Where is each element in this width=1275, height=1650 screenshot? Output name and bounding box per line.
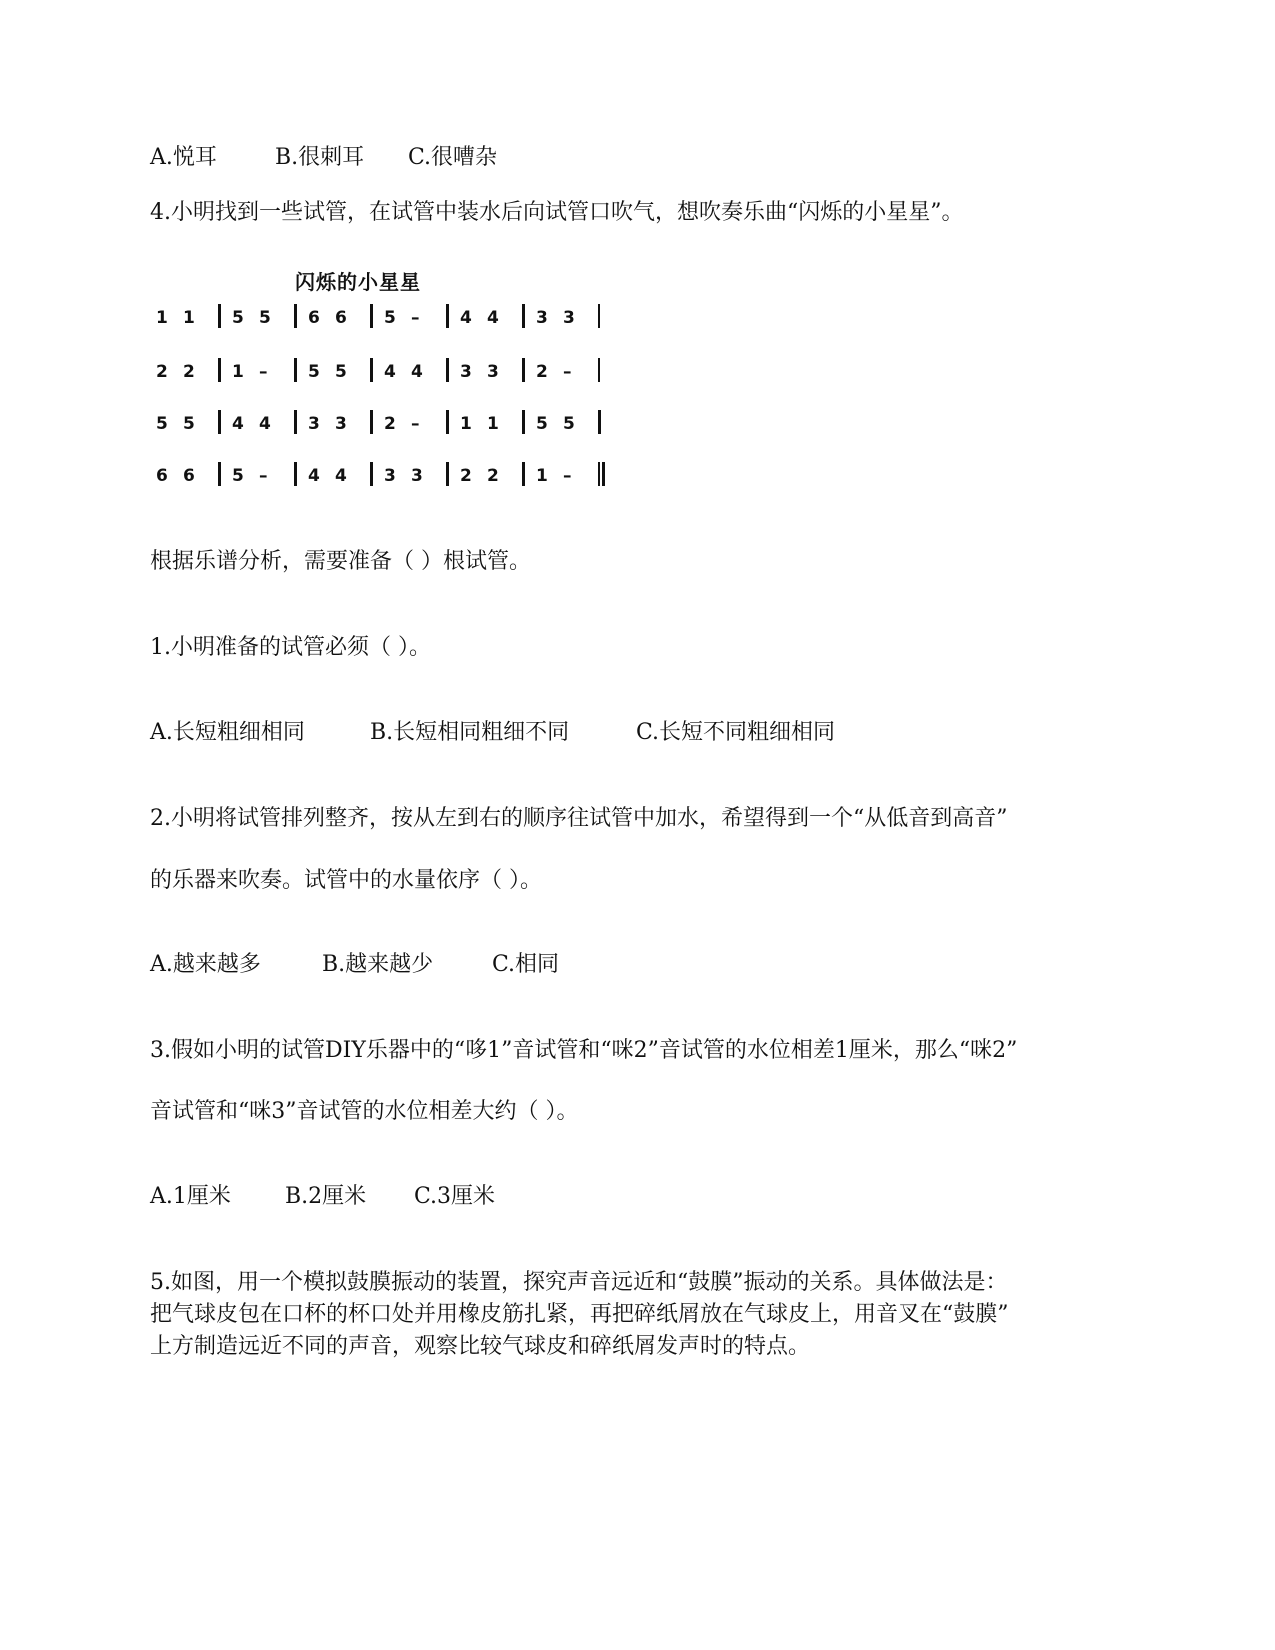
q4-sub1-options — [150, 718, 835, 748]
q4-sub2-option-a: A.越来越多 — [150, 952, 261, 977]
barline — [218, 410, 221, 434]
q3-option-c: C.很嘈杂 — [408, 145, 498, 170]
score-note: 6 — [335, 308, 347, 328]
q4-sub1-option-c: C.长短不同粗细相同 — [636, 720, 836, 745]
score-note: 1 — [460, 414, 472, 434]
q4-sub2-options — [150, 950, 559, 980]
score-note: 3 — [536, 308, 548, 328]
score-note: 4 — [460, 308, 472, 328]
score-row-4 — [150, 462, 620, 492]
barline — [370, 304, 373, 328]
music-score — [150, 258, 620, 513]
q4-sub2-option-b: B.越来越少 — [322, 952, 434, 977]
score-note: 5 — [156, 414, 168, 434]
score-note: 3 — [335, 414, 347, 434]
hold-dash: – — [259, 466, 268, 486]
q4-intro: 4.小明找到一些试管，在试管中装水后向试管口吹气，想吹奏乐曲“闪烁的小星星”。 — [150, 200, 964, 225]
score-note: 5 — [232, 308, 244, 328]
score-row-3 — [150, 410, 620, 440]
barline — [446, 462, 449, 486]
score-note: 6 — [308, 308, 320, 328]
final-barline — [602, 462, 605, 486]
score-note: 1 — [487, 414, 499, 434]
barline — [446, 358, 449, 382]
score-note: 5 — [308, 362, 320, 382]
score-note: 1 — [232, 362, 244, 382]
barline — [522, 410, 525, 434]
barline — [446, 304, 449, 328]
q3-option-a: A.悦耳 — [150, 145, 217, 170]
score-note: 6 — [183, 466, 195, 486]
score-note: 4 — [384, 362, 396, 382]
score-note: 4 — [411, 362, 423, 382]
score-note: 3 — [460, 362, 472, 382]
q4-sub3-option-a: A.1厘米 — [150, 1184, 231, 1209]
q3-options — [150, 143, 497, 173]
score-note: 5 — [563, 414, 575, 434]
barline — [294, 304, 297, 328]
score-note: 5 — [536, 414, 548, 434]
q5-line3: 上方制造远近不同的声音，观察比较气球皮和碎纸屑发声时的特点。 — [150, 1334, 811, 1359]
score-note: 2 — [156, 362, 168, 382]
score-note: 4 — [487, 308, 499, 328]
q4-sub1-option-b: B.长短相同粗细不同 — [370, 720, 570, 745]
score-note: 6 — [156, 466, 168, 486]
score-note: 2 — [460, 466, 472, 486]
score-row-1 — [150, 304, 620, 334]
q4-sub3-option-b: B.2厘米 — [285, 1184, 367, 1209]
q4-sub2-line1: 2.小明将试管排列整齐，按从左到右的顺序往试管中加水，希望得到一个“从低音到高音” — [150, 806, 1008, 831]
score-note: 1 — [183, 308, 195, 328]
barline — [522, 358, 525, 382]
hold-dash: – — [563, 362, 572, 382]
score-note: 3 — [384, 466, 396, 486]
barline — [218, 462, 221, 486]
q4-sub3-line1: 3.假如小明的试管DIY乐器中的“哆1”音试管和“咪2”音试管的水位相差1厘米，那么“咪2” — [150, 1038, 1018, 1063]
hold-dash: – — [259, 362, 268, 382]
barline — [598, 410, 601, 434]
score-note: 3 — [563, 308, 575, 328]
barline — [294, 462, 297, 486]
barline — [598, 358, 600, 382]
q4-sub2-option-c: C.相同 — [492, 952, 560, 977]
barline — [598, 304, 600, 328]
score-note: 2 — [536, 362, 548, 382]
score-row-2 — [150, 358, 620, 388]
q5-line1: 5.如图，用一个模拟鼓膜振动的装置，探究声音远近和“鼓膜”振动的关系。具体做法是： — [150, 1270, 1008, 1295]
hold-dash: – — [563, 466, 572, 486]
barline — [370, 462, 373, 486]
q4-sub2-line2: 的乐器来吹奏。试管中的水量依序（ ）。 — [150, 868, 542, 893]
score-title: 闪烁的小星星 — [295, 270, 421, 294]
barline — [370, 358, 373, 382]
score-note: 5 — [335, 362, 347, 382]
score-note: 1 — [536, 466, 548, 486]
score-note: 5 — [384, 308, 396, 328]
score-note: 2 — [384, 414, 396, 434]
q4-analysis: 根据乐谱分析，需要准备（ ）根试管。 — [150, 549, 531, 574]
score-note: 3 — [411, 466, 423, 486]
score-note: 5 — [183, 414, 195, 434]
q4-sub3-options — [150, 1182, 495, 1212]
final-barline — [598, 462, 600, 486]
barline — [522, 304, 525, 328]
hold-dash: – — [411, 414, 420, 434]
barline — [218, 304, 221, 328]
barline — [294, 358, 297, 382]
q5-line2: 把气球皮包在口杯的杯口处并用橡皮筋扎紧，再把碎纸屑放在气球皮上，用音叉在“鼓膜” — [150, 1302, 1009, 1327]
score-note: 4 — [259, 414, 271, 434]
score-note: 2 — [487, 466, 499, 486]
score-note: 4 — [308, 466, 320, 486]
barline — [218, 358, 221, 382]
score-note: 4 — [335, 466, 347, 486]
hold-dash: – — [411, 308, 420, 328]
q4-sub3-option-c: C.3厘米 — [414, 1184, 496, 1209]
q3-option-b: B.很刺耳 — [275, 145, 365, 170]
q4-sub1: 1.小明准备的试管必须（ ）。 — [150, 635, 431, 660]
score-note: 3 — [308, 414, 320, 434]
score-note: 5 — [259, 308, 271, 328]
q4-sub3-line2: 音试管和“咪3”音试管的水位相差大约（ ）。 — [150, 1099, 579, 1124]
score-note: 2 — [183, 362, 195, 382]
score-note: 5 — [232, 466, 244, 486]
score-note: 1 — [156, 308, 168, 328]
q4-sub1-option-a: A.长短粗细相同 — [150, 720, 305, 745]
barline — [294, 410, 297, 434]
barline — [522, 462, 525, 486]
barline — [370, 410, 373, 434]
score-note: 3 — [487, 362, 499, 382]
barline — [446, 410, 449, 434]
score-note: 4 — [232, 414, 244, 434]
